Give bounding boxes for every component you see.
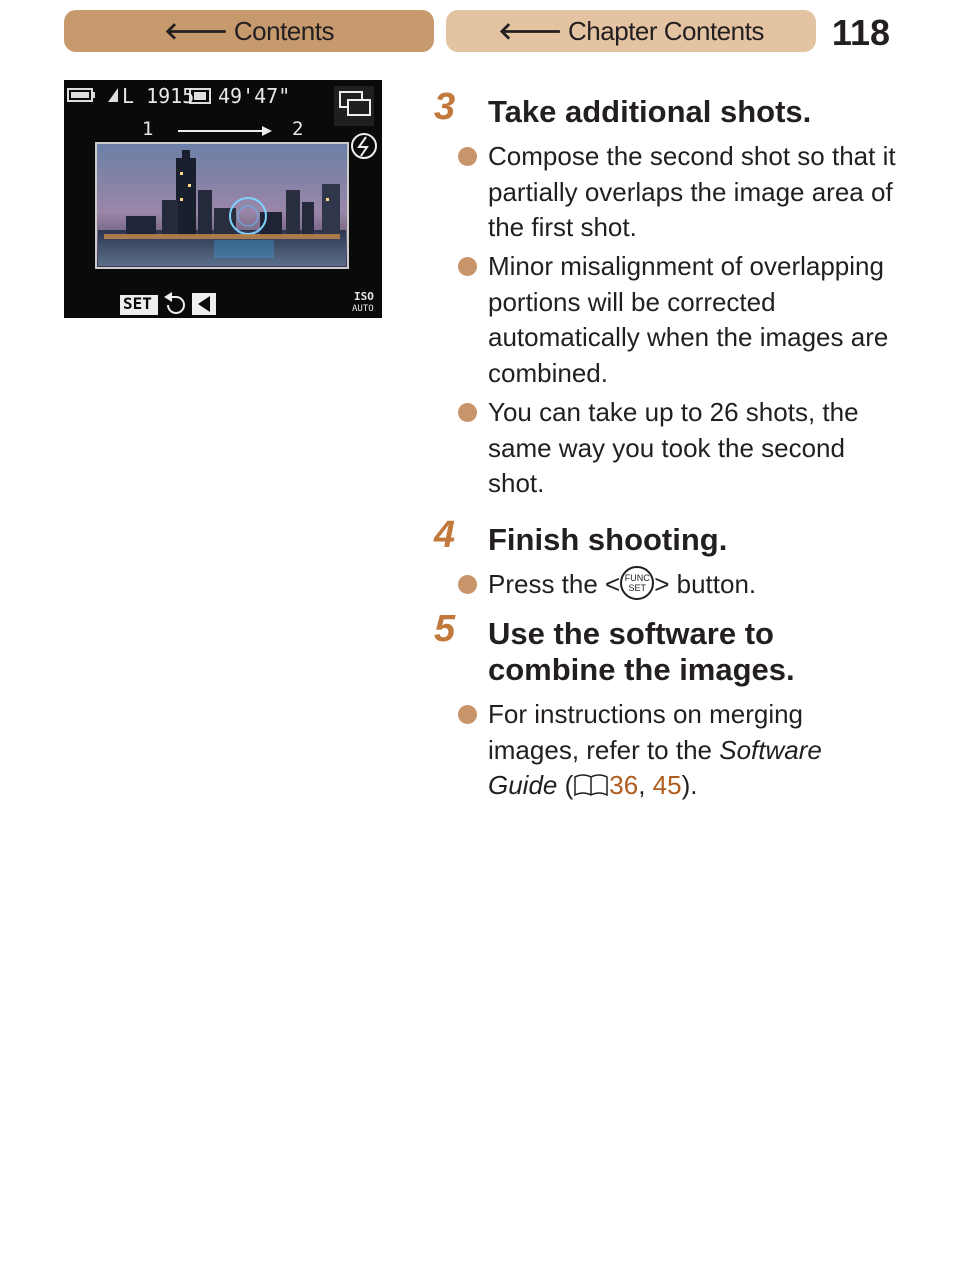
arrow-left-icon: 🡐 (164, 18, 228, 45)
image-size-icon (108, 88, 118, 102)
bullet-dot (458, 257, 477, 276)
list-item: For instructions on merging images, refer to the Software Guide ( 36, 45). (488, 697, 898, 804)
list-item: Compose the second shot so that it partially overlaps the image area of the first shot. (488, 139, 898, 246)
camera-screen-graphic (64, 80, 382, 318)
iso-label: ISO (354, 290, 374, 303)
frame-second-label: 2 (292, 118, 304, 140)
arrow-left-icon: 🡐 (498, 18, 563, 45)
func-set-button-icon: FUNC SET (620, 566, 654, 600)
step-number: 5 (434, 608, 456, 650)
contents-label: Contents (233, 15, 334, 46)
list-item: Press the < FUNC SET > button. (488, 567, 898, 603)
contents-button[interactable] (64, 10, 434, 52)
frame-first-label: 1 (142, 118, 154, 140)
step-title: Use the software to combine the images. (488, 616, 795, 687)
camera-screen-illustration (64, 80, 382, 318)
time-remaining-readout: 49'47" (218, 84, 291, 108)
stitch-assist-icon (334, 86, 374, 126)
book-icon (573, 773, 609, 797)
arrow-right-icon (262, 126, 272, 136)
step-title: Take additional shots. (488, 94, 812, 129)
bullet-dot (458, 705, 477, 724)
step-number: 4 (434, 514, 456, 556)
page-link-45[interactable]: 45 (652, 770, 682, 800)
page-number: 118 (831, 12, 890, 53)
flash-off-icon (352, 134, 376, 158)
preview-image (96, 143, 348, 268)
list-item: You can take up to 26 shots, the same way you took the second shot. (488, 395, 898, 502)
step-title: Finish shooting. (488, 522, 728, 557)
step-number: 3 (434, 86, 456, 128)
list-item: Minor misalignment of overlapping portions will be corrected automatically when the images are combined. (488, 249, 898, 391)
iso-mode-label: AUTO (352, 304, 374, 314)
chapter-contents-label: Chapter Contents (568, 15, 764, 46)
shots-remaining-readout: L 1915 (122, 84, 195, 108)
page-link-36[interactable]: 36 (609, 770, 639, 800)
bullet-dot (458, 575, 477, 594)
bullet-dot (458, 403, 477, 422)
battery-icon (68, 89, 95, 101)
bullet-dot (458, 147, 477, 166)
chapter-contents-button[interactable] (446, 10, 816, 52)
set-label: SET (123, 294, 152, 313)
